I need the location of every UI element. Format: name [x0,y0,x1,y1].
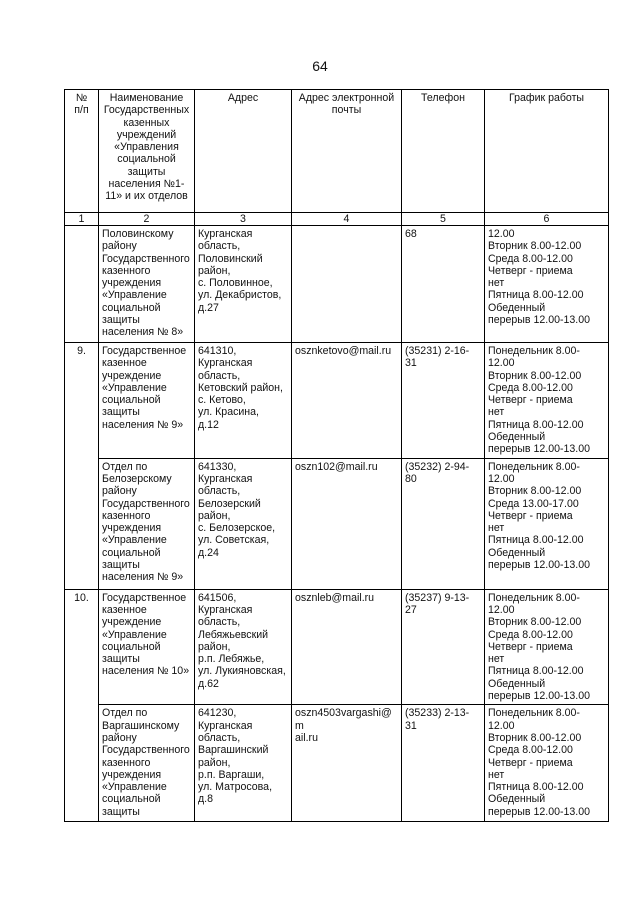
column-number: 2 [99,213,195,226]
column-numbers-row [65,213,609,226]
institution-email: oszn102@mail.ru [292,458,402,589]
column-number: 3 [195,213,292,226]
work-schedule: Понедельник 8.00- 12.00 Вторник 8.00-12.00 Среда 8.00-12.00 Четверг - приема нет Пятница 8.00-12.00 Обеденный перерыв 12.00-13.00 [485,705,609,822]
institution-address: 641330, Курганская область, Белозерский район, с. Белозерское, ул. Советская, д.24 [195,458,292,589]
institution-phone: (35237) 9-13- 27 [402,589,485,705]
column-number: 6 [485,213,609,226]
table-row [65,705,609,822]
work-schedule: Понедельник 8.00- 12.00 Вторник 8.00-12.00 Среда 8.00-12.00 Четверг - приема нет Пятница 8.00-12.00 Обеденный перерыв 12.00-13.00 [485,343,609,459]
header-name: Наименование Государственных казенных учреждений «Управления социальной защиты населения №1- 11» и их отделов [99,90,195,213]
work-schedule: Понедельник 8.00- 12.00 Вторник 8.00-12.00 Среда 8.00-12.00 Четверг - приема нет Пятница 8.00-12.00 Обеденный перерыв 12.00-13.00 [485,589,609,705]
column-number: 5 [402,213,485,226]
institution-address: 641230, Курганская область, Варгашинский район, р.п. Варгаши, ул. Матросова, д.8 [195,705,292,822]
institution-phone: (35231) 2-16- 31 [402,343,485,459]
page-number: 64 [312,58,328,74]
row-number [65,226,99,343]
table-header-row [65,90,609,213]
institution-email: oszn4503vargashi@m ail.ru [292,705,402,822]
institution-email: osznleb@mail.ru [292,589,402,705]
institution-name: Государственное казенное учреждение «Управление социальной защиты населения № 9» [99,343,195,459]
institution-phone: (35233) 2-13- 31 [402,705,485,822]
institution-email [292,226,402,343]
header-address: Адрес [195,90,292,213]
header-phone: Телефон [402,90,485,213]
work-schedule: Понедельник 8.00- 12.00 Вторник 8.00-12.00 Среда 13.00-17.00 Четверг - приема нет Пятница 8.00-12.00 Обеденный перерыв 12.00-13.00 [485,458,609,589]
column-number: 1 [65,213,99,226]
institutions-table [64,89,609,822]
institution-phone: 68 [402,226,485,343]
institution-name: Отдел по Варгашинскому району Государственного казенного учреждения «Управление социальной защиты [99,705,195,822]
institution-name: Отдел по Белозерскому району Государственного казенного учреждения «Управление социальной защиты населения № 9» [99,458,195,589]
institution-name: Государственное казенное учреждение «Управление социальной защиты населения № 10» [99,589,195,705]
institution-address: Курганская область, Половинский район, с. Половинное, ул. Декабристов, д.27 [195,226,292,343]
institution-name: Половинскому району Государственного казенного учреждения «Управление социальной защиты населения № 8» [99,226,195,343]
table-row [65,343,609,459]
header-number: № п/п [65,90,99,213]
column-number: 4 [292,213,402,226]
table-row [65,226,609,343]
work-schedule: 12.00 Вторник 8.00-12.00 Среда 8.00-12.00 Четверг - приема нет Пятница 8.00-12.00 Обеденный перерыв 12.00-13.00 [485,226,609,343]
institution-email: osznketovo@mail.ru [292,343,402,459]
institution-address: 641506, Курганская область, Лебяжьевский район, р.п. Лебяжье, ул. Лукияновская, д.62 [195,589,292,705]
table-row [65,458,609,589]
institution-phone: (35232) 2-94- 80 [402,458,485,589]
table-row [65,589,609,705]
header-email: Адрес электронной почты [292,90,402,213]
row-number: 9. [65,343,99,590]
row-number: 10. [65,589,99,822]
institution-address: 641310, Курганская область, Кетовский район, с. Кетово, ул. Красина, д.12 [195,343,292,459]
header-schedule: График работы [485,90,609,213]
